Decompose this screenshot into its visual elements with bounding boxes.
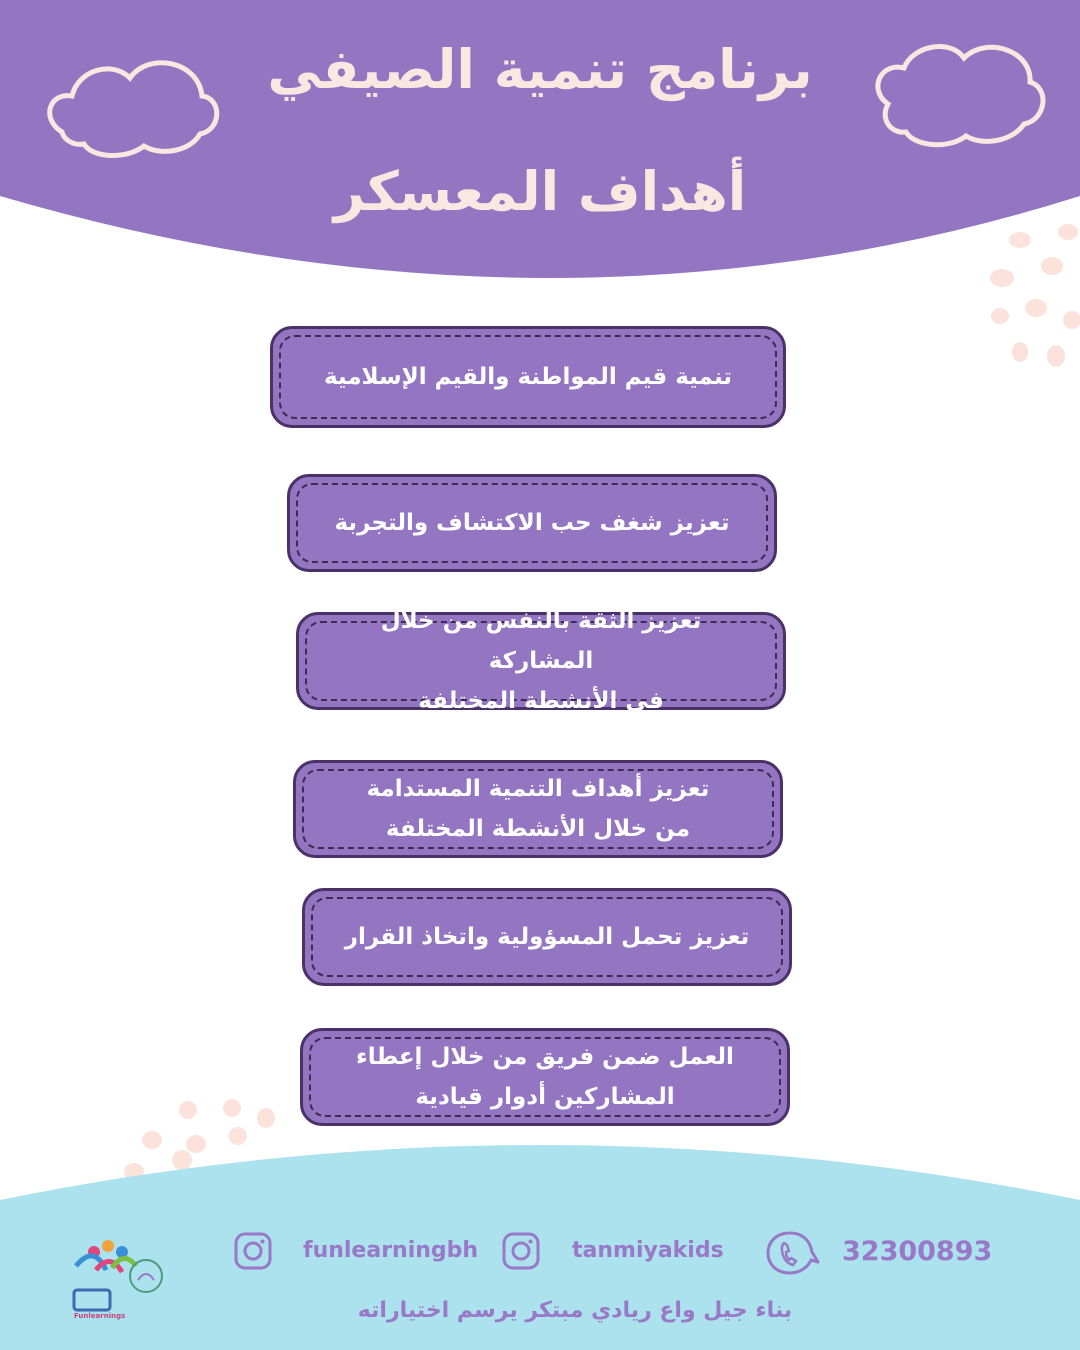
goal-box-1	[270, 326, 786, 428]
goal-box-2	[287, 474, 777, 572]
goal-text-1: تنمية قيم المواطنة والقيم الإسلامية	[323, 364, 732, 390]
page-subtitle: أهداف المعسكر	[333, 160, 747, 223]
goal-text-5: تعزيز تحمل المسؤولية واتخاذ القرار	[344, 924, 750, 950]
phone-icon	[766, 1230, 820, 1276]
page-title: برنامج تنمية الصيفي	[267, 38, 813, 101]
goal-text-2: تعزيز شغف حب الاكتشاف والتجربة	[334, 510, 730, 536]
goal-box-3	[296, 608, 786, 714]
instagram-icon[interactable]	[234, 1232, 272, 1270]
goal-text-3: تعزيز الثقة بالنفس من خلال المشاركة في الأنشطة المختلفة	[380, 608, 702, 714]
instagram-icon[interactable]	[502, 1232, 540, 1270]
phone-number[interactable]: 32300893	[842, 1236, 993, 1267]
instagram-handle-2[interactable]: tanmiyakids	[572, 1238, 724, 1263]
svg-text:Funlearnings: Funlearnings	[74, 1312, 126, 1320]
dots-decor-top	[990, 224, 1080, 367]
footer-slogan: بناء جيل واع ريادي مبتكر يرسم اختياراته	[357, 1298, 793, 1323]
goal-text-4: تعزيز أهداف التنمية المستدامة من خلال الأنشطة المختلفة	[366, 776, 710, 842]
goal-box-6	[300, 1028, 790, 1126]
goal-box-4	[293, 760, 783, 858]
instagram-handle-1[interactable]: funlearningbh	[303, 1238, 479, 1263]
goal-box-5	[302, 888, 792, 986]
goal-text-6: العمل ضمن فريق من خلال إعطاء المشاركين أدوار قيادية	[356, 1044, 734, 1110]
